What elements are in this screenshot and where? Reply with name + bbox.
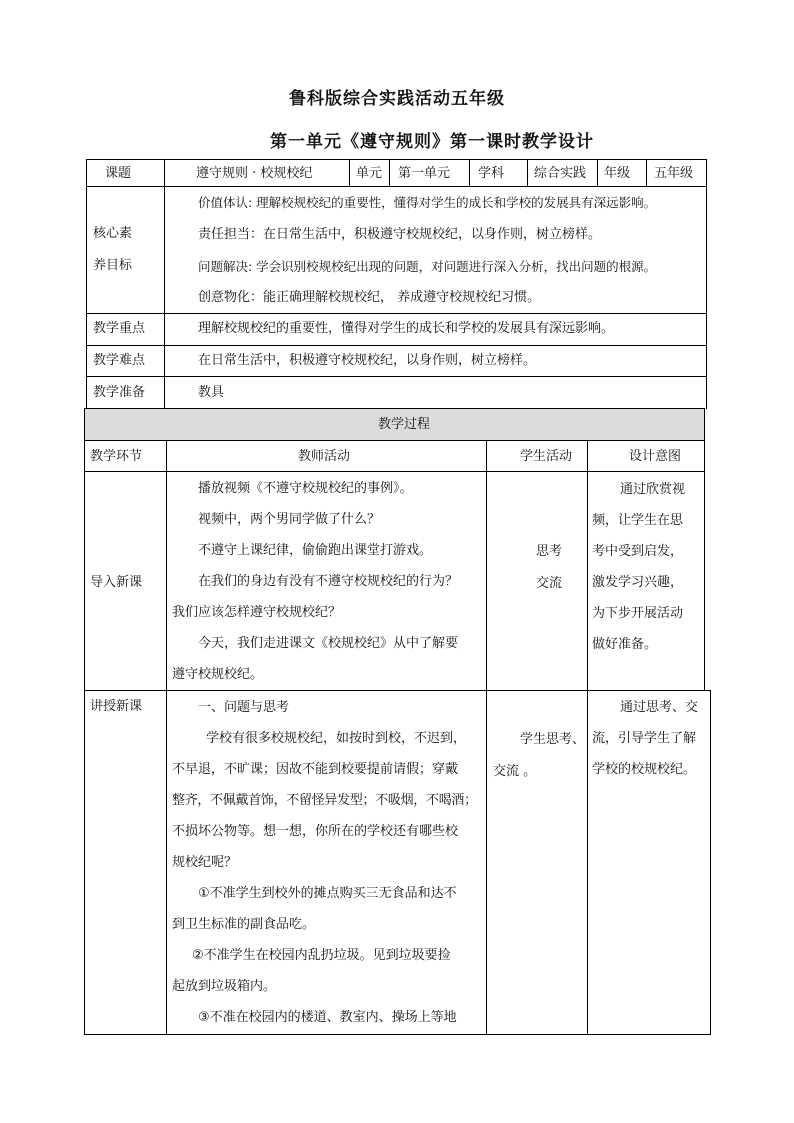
- key-point-label: 教学重点: [93, 321, 146, 336]
- text-line: 一、问题与思考: [198, 700, 290, 715]
- difficult-point-text: 在日常生活中，积极遵守校规校纪，以身作则，树立榜样。: [198, 353, 537, 368]
- new-lesson-label: 讲授新课: [90, 699, 143, 714]
- text-line: 到卫生标准的副食品吃。: [172, 917, 316, 932]
- core-goals-label-line2: 养目标: [93, 258, 133, 273]
- subject-label: 学科: [478, 166, 505, 181]
- difficult-point-label: 教学难点: [93, 353, 146, 368]
- text-line: 遵守校规校纪。: [172, 667, 264, 682]
- text-line: 起放到垃圾箱内。: [172, 979, 277, 994]
- text-line: 学校的校规校纪。: [592, 762, 697, 777]
- text-line: 学校有很多校规校纪，如按时到校，不迟到，: [206, 731, 467, 746]
- text-line: ③不准在校园内的楼道、教室内、操场上等地: [198, 1010, 457, 1025]
- text-line: 规校纪呢？: [172, 855, 238, 870]
- key-point-text: 理解校规校纪的重要性，懂得对学生的成长和学校的发展具有深远影响。: [198, 321, 615, 336]
- topic-value: 遵守规则 · 校规校纪: [196, 166, 313, 181]
- text-line: ①不准学生到校外的摊点购买三无食品和达不: [198, 886, 457, 901]
- text-line: 激发学习兴趣，: [592, 575, 684, 590]
- new-lesson-student-line2: 交流 。: [493, 764, 537, 779]
- text-line: 今天，我们走进课文《校规校纪》从中了解要: [198, 636, 459, 651]
- core-goals-label-line1: 核心素: [93, 226, 133, 241]
- text-line: 在我们的身边有没有不遵守校规校纪的行为？: [198, 574, 459, 589]
- header-intent: 设计意图: [629, 449, 682, 464]
- text-line: 频，让学生在思: [592, 513, 684, 528]
- unit-label: 单元: [356, 166, 383, 181]
- header-section: 教学环节: [90, 449, 143, 464]
- text-line: ②不准学生在校园内乱扔垃圾。见到垃圾要捡: [192, 948, 451, 963]
- text-line: 通过思考、交: [620, 700, 699, 715]
- preparation-label: 教学准备: [93, 385, 146, 400]
- intro-student-line1: 思考: [536, 544, 563, 559]
- text-line: 视频中，两个男同学做了什么？: [198, 512, 381, 527]
- core-goal-value: 价值体认: 理解校规校纪的重要性，懂得对学生的成长和学校的发展具有深远影响。: [198, 195, 657, 210]
- text-line: 流，引导学生了解: [592, 731, 697, 746]
- document-subtitle: 第一单元《遵守规则》第一课时教学设计: [270, 132, 594, 152]
- text-line: 不损坏公物等。想一想，你所在的学校还有哪些校: [172, 824, 459, 839]
- core-goal-responsibility: 责任担当：在日常生活中，积极遵守校规校纪，以身作则，树立榜样。: [198, 227, 602, 242]
- core-goal-creativity: 创意物化：能正确理解校规校纪， 养成遵守校规校纪习惯。: [198, 290, 541, 305]
- text-line: 整齐，不佩戴首饰，不留怪异发型；不吸烟，不喝酒；: [172, 793, 477, 808]
- text-line: 为下步开展活动: [592, 606, 684, 621]
- intro-label: 导入新课: [90, 575, 143, 590]
- core-goal-problem-solving: 问题解决: 学会识别校规校纪出现的问题，对问题进行深入分析，找出问题的根源。: [198, 259, 657, 274]
- header-teacher: 教师活动: [298, 449, 351, 464]
- unit-value: 第一单元: [398, 166, 451, 181]
- topic-label: 课题: [105, 166, 132, 181]
- text-line: 不早退，不旷课；因故不能到校要提前请假；穿戴: [172, 762, 459, 777]
- intro-student-line2: 交流: [536, 576, 563, 591]
- intro-design-intent: [592, 474, 685, 660]
- text-line: 我们应该怎样遵守校规校纪？: [172, 605, 342, 620]
- text-line: 不遵守上课纪律，偷偷跑出课堂打游戏。: [198, 543, 433, 558]
- process-title: 教学过程: [378, 417, 431, 432]
- text-line: 播放视频《不遵守校规校纪的事例》。: [198, 481, 413, 496]
- intro-teacher-activity: [172, 473, 458, 690]
- text-line: 做好准备。: [592, 637, 658, 652]
- header-student: 学生活动: [520, 449, 573, 464]
- text-line: 通过欣赏视: [620, 482, 686, 497]
- grade-value: 五年级: [654, 166, 694, 181]
- subject-value: 综合实践: [534, 166, 587, 181]
- preparation-text: 教具: [198, 385, 225, 400]
- new-lesson-design-intent: [592, 692, 698, 785]
- document-title: 鲁科版综合实践活动五年级: [289, 89, 505, 109]
- new-lesson-student-line1: 学生思考、: [520, 732, 586, 747]
- grade-label: 年级: [604, 166, 631, 181]
- new-lesson-teacher-activity: [172, 692, 477, 1033]
- text-line: 考中受到启发，: [592, 544, 684, 559]
